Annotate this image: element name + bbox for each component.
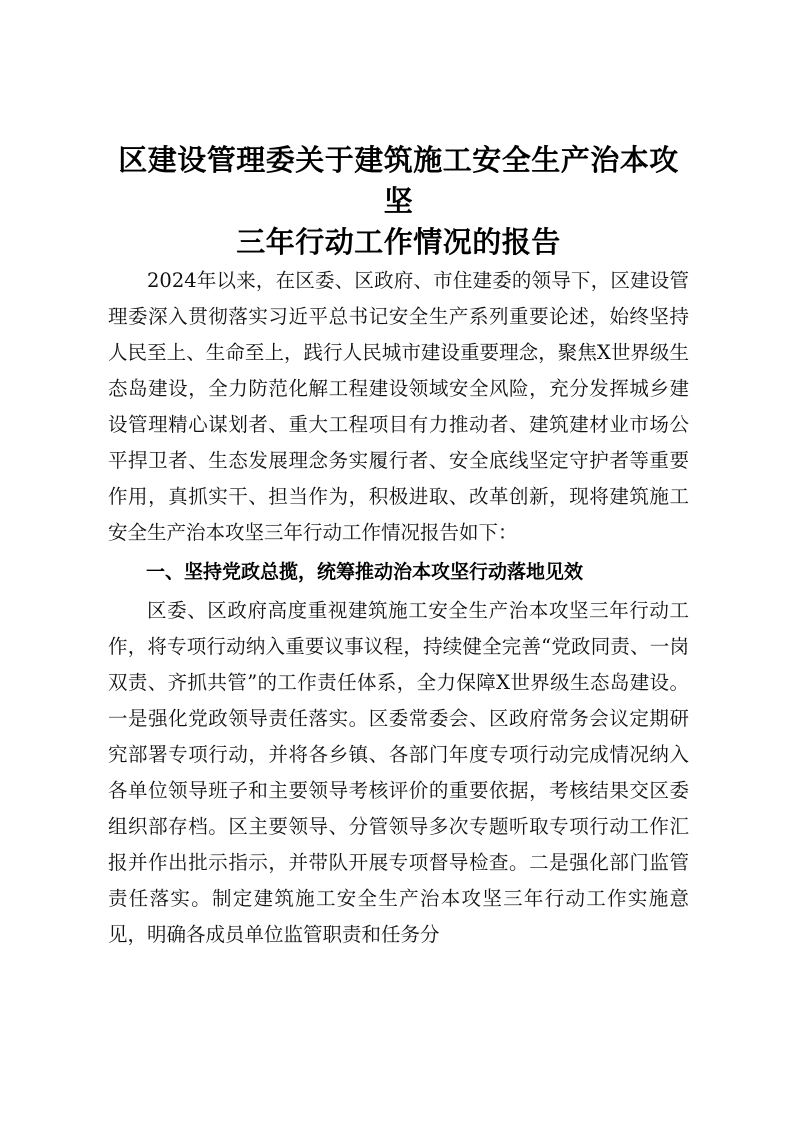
document-title-line-1: 区建设管理委关于建筑施工安全生产治本攻坚: [118, 143, 679, 218]
intro-paragraph: 2024年以来，在区委、区政府、市住建委的领导下，区建设管理委深入贯彻落实习近平总书记安全生产系列重要论述，始终坚持人民至上、生命至上，践行人民城市建设重要理念，聚焦X世界级生态岛建设，全力防范化解工程建设领域安全风险，充分发挥城乡建设管理精心谋划者、重大工程项目有力推动者、建筑建材业市场公平捍卫者、生态发展理念务实履行者、安全底线坚定守护者等重要作用，真抓实干、担当作为，积极进取、改革创新，现将建筑施工安全生产治本攻坚三年行动工作情况报告如下：: [108, 269, 689, 544]
section-1-heading: 一、坚持党政总揽，统筹推动治本攻坚行动落地见效: [146, 561, 584, 583]
document-title: [108, 140, 689, 263]
section-1-paragraph: 区委、区政府高度重视建筑施工安全生产治本攻坚三年行动工作，将专项行动纳入重要议事议程，持续健全完善“党政同责、一岗双责、齐抓共管”的工作责任体系，全力保障X世界级生态岛建设。一是强化党政领导责任落实。区委常委会、区政府常务会议定期研究部署专项行动，并将各乡镇、各部门年度专项行动完成情况纳入各单位领导班子和主要领导考核评价的重要依据，考核结果交区委组织部存档。区主要领导、分管领导多次专题听取专项行动工作汇报并作出批示指示，并带队开展专项督导检查。二是强化部门监管责任落实。制定建筑施工安全生产治本攻坚三年行动工作实施意见，明确各成员单位监管职责和任务分: [108, 599, 689, 946]
document-title-line-2: 三年行动工作情况的报告: [236, 225, 561, 259]
